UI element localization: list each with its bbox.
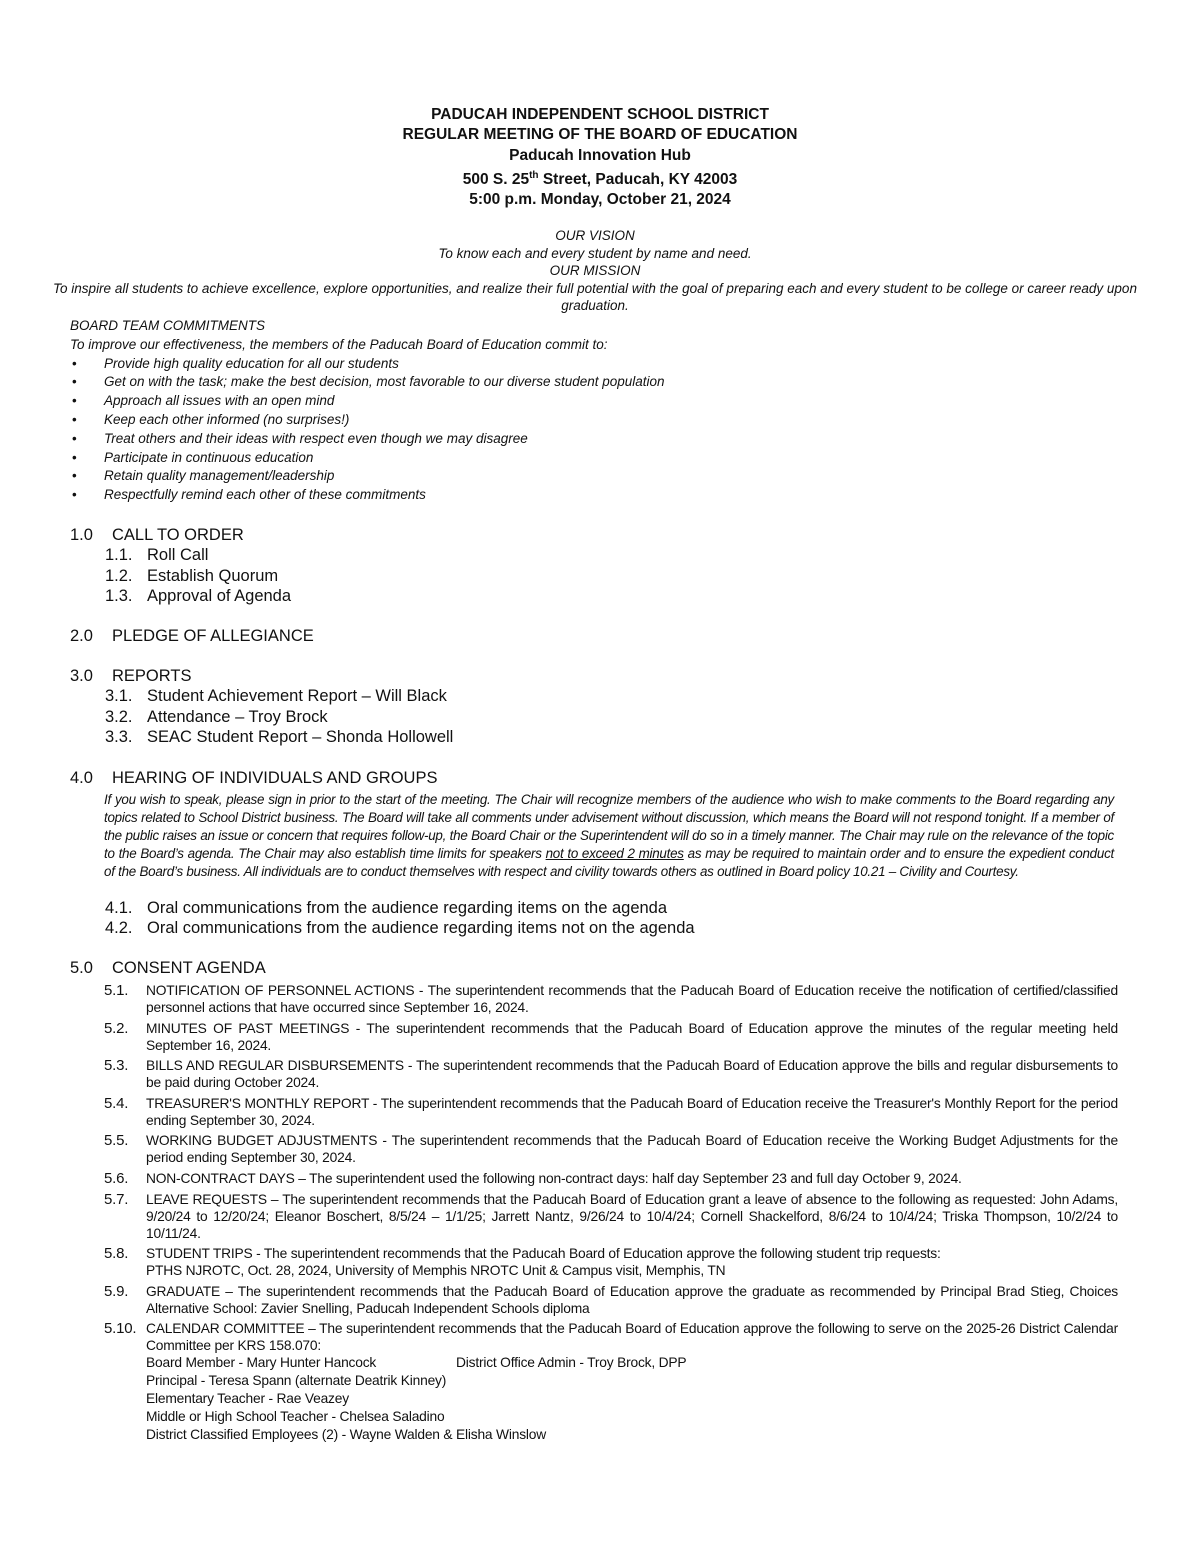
agenda-item: Attendance – Troy Brock bbox=[147, 707, 328, 726]
committee-member: District Office Admin - Troy Brock, DPP bbox=[456, 1355, 687, 1371]
consent-item bbox=[104, 1191, 1118, 1242]
calendar-committee-list bbox=[104, 1354, 1118, 1444]
vision-title: OUR VISION bbox=[555, 228, 635, 243]
consent-item bbox=[104, 1020, 1118, 1054]
item-text: TREASURER'S MONTHLY REPORT - The superintendent recommends that the Paducah Board of Education receive the Treasurer's Monthly Report for the period ending September 30, 2024. bbox=[146, 1095, 1118, 1128]
agenda-item: Establish Quorum bbox=[147, 566, 279, 585]
section-title: CONSENT AGENDA bbox=[112, 959, 266, 977]
section-title: CALL TO ORDER bbox=[112, 526, 244, 544]
item-number: 3.2. bbox=[105, 707, 133, 726]
item-text: NOTIFICATION OF PERSONNEL ACTIONS - The superintendent recommends that the Paducah Board of Education receive the notification of certified/classified personnel actions that have occurred since September 16, 2024. bbox=[146, 983, 1118, 1015]
item-text: CALENDAR COMMITTEE – The superintendent recommends that the Paducah Board of Education approve the following to serve on the 2025-26 District Calendar Committee per KRS 158.070: bbox=[146, 1321, 1118, 1354]
item-number: 5.5. bbox=[104, 1132, 129, 1150]
item-number: 3.3. bbox=[105, 728, 133, 747]
commitment-item: • Approach all issues with an open mind bbox=[70, 392, 1130, 411]
section-hearing-title bbox=[70, 768, 437, 788]
section-number: 2.0 bbox=[70, 627, 93, 645]
item-number: 4.2. bbox=[105, 919, 133, 938]
commitment-item: • Participate in continuous education bbox=[70, 449, 1130, 468]
item-number: 5.8. bbox=[104, 1245, 129, 1263]
item-text: GRADUATE – The superintendent recommends that the Paducah Board of Education approve the graduate as recommended by Principal Brad Stieg, Choices Alternative School: Zavier Snelling, Paducah Independent Schools diploma bbox=[146, 1283, 1118, 1316]
agenda-item: Student Achievement Report – Will Black bbox=[147, 687, 447, 706]
item-number: 5.7. bbox=[104, 1190, 129, 1208]
mission-title: OUR MISSION bbox=[549, 263, 641, 278]
item-number: 5.3. bbox=[104, 1057, 129, 1075]
board-commitments bbox=[70, 317, 1130, 505]
hearing-text-end: as may be required to maintain order and to ensure the expedient conduct of the Board’s business. All individuals are to conduct themselves with respect and civility towards others as outlined in Board policy 10.21 – Civility and Courtesy. bbox=[104, 846, 1114, 880]
section-number: 4.0 bbox=[70, 769, 93, 787]
section-number: 1.0 bbox=[70, 526, 93, 544]
item-text: BILLS AND REGULAR DISBURSEMENTS - The superintendent recommends that the Paducah Board of Education approve the bills and regular disbursements to be paid during October 2024. bbox=[146, 1058, 1118, 1091]
commitment-item: • Retain quality management/leadership bbox=[70, 467, 1130, 486]
commitments-intro: To improve our effectiveness, the members of the Paducah Board of Education commit to: bbox=[70, 336, 608, 352]
section-number: 5.0 bbox=[70, 959, 93, 977]
section-number: 3.0 bbox=[70, 667, 93, 685]
hearing-text: If you wish to speak, please sign in prior to the start of the meeting. The Chair will recognize members of the audience who wish to make comments to the Board regarding any topics related to School District business. The Board will take all comments under advisement without discussion, which means the Board will not respond tonight. If a member of the public raises an issue or concern that requires follow-up, the Board Chair or the Superintendent will do so in a timely manner. The Chair may rule on the relevance of the topic to the Board’s agenda. The Chair may also establish time limits for speakers bbox=[104, 792, 1114, 862]
vision-text: To know each and every student by name and need. bbox=[438, 245, 752, 261]
consent-items bbox=[104, 982, 1118, 1444]
agenda-item: Approval of Agenda bbox=[147, 587, 292, 606]
address-sup: th bbox=[529, 169, 539, 181]
section-title: HEARING OF INDIVIDUALS AND GROUPS bbox=[112, 769, 438, 787]
district-name: PADUCAH INDEPENDENT SCHOOL DISTRICT bbox=[431, 106, 769, 123]
item-number: 4.1. bbox=[105, 899, 133, 917]
item-text: LEAVE REQUESTS – The superintendent recommends that the Paducah Board of Education grant a leave of absence to the following as requested: John Adams, 9/20/24 to 12/20/24; Eleanor Boschert, 8/5/24 – 1/1/25; Jarrett Nantz, 9/26/24 to 10/4/24; Cornell Shackelford, 8/6/24 to 10/4/24; Triska Thompson, 10/2/24 to 10/11/24. bbox=[146, 1191, 1118, 1241]
address-rest: Street, Paducah, KY 42003 bbox=[538, 171, 738, 189]
section-pledge bbox=[70, 626, 314, 646]
section-reports bbox=[70, 666, 453, 748]
mission-text: To inspire all students to achieve excellence, explore opportunities, and realize their full potential with the goal of preparing each and every student to be college or career ready upon graduation. bbox=[53, 280, 1137, 313]
consent-item bbox=[104, 1283, 1118, 1317]
item-number: 5.6. bbox=[104, 1169, 129, 1187]
section-title: REPORTS bbox=[112, 667, 192, 685]
commitment-item: • Treat others and their ideas with respect even though we may disagree bbox=[70, 430, 1130, 449]
commitment-item: • Keep each other informed (no surprises!) bbox=[70, 411, 1130, 430]
committee-member: Principal - Teresa Spann (alternate Deatrik Kinney) bbox=[146, 1373, 447, 1389]
item-number: 5.9. bbox=[104, 1282, 129, 1300]
meeting-datetime: 5:00 p.m. Monday, October 21, 2024 bbox=[469, 191, 731, 209]
item-text: STUDENT TRIPS - The superintendent recommends that the Paducah Board of Education approve the following student trip requests: bbox=[146, 1246, 941, 1262]
section-consent-title bbox=[70, 958, 266, 978]
venue: Paducah Innovation Hub bbox=[509, 146, 691, 164]
section-title: PLEDGE OF ALLEGIANCE bbox=[112, 627, 314, 645]
item-text: NON-CONTRACT DAYS – The superintendent used the following non-contract days: half day September 23 and full day October 9, 2024. bbox=[146, 1170, 962, 1186]
item-number: 1.3. bbox=[105, 587, 133, 606]
agenda-item: SEAC Student Report – Shonda Hollowell bbox=[147, 728, 454, 747]
vision-mission bbox=[40, 227, 1150, 315]
item-number: 5.4. bbox=[104, 1094, 129, 1112]
consent-item bbox=[104, 1095, 1118, 1129]
hearing-items bbox=[70, 898, 695, 939]
item-text: MINUTES OF PAST MEETINGS - The superintendent recommends that the Paducah Board of Education approve the minutes of the regular meeting held September 16, 2024. bbox=[146, 1020, 1118, 1053]
item-text: WORKING BUDGET ADJUSTMENTS - The superintendent recommends that the Paducah Board of Education receive the Working Budget Adjustments for the period ending September 30, 2024. bbox=[146, 1133, 1118, 1166]
section-call-to-order bbox=[70, 525, 291, 607]
address-number: 500 S. 25 bbox=[462, 171, 530, 189]
commitments-title: BOARD TEAM COMMITMENTS bbox=[70, 318, 265, 333]
agenda-item: Oral communications from the audience regarding items not on the agenda bbox=[147, 919, 695, 938]
commitment-item: • Provide high quality education for all our students bbox=[70, 355, 1130, 374]
committee-member: District Classified Employees (2) - Wayne Walden & Elisha Winslow bbox=[146, 1427, 547, 1443]
time-limit: not to exceed 2 minutes bbox=[545, 846, 684, 862]
item-number: 3.1. bbox=[105, 687, 133, 706]
commitment-item: • Respectfully remind each other of these commitments bbox=[70, 486, 1130, 505]
consent-item bbox=[104, 982, 1118, 1016]
meeting-title: REGULAR MEETING OF THE BOARD OF EDUCATION bbox=[402, 126, 798, 144]
commitment-item: • Get on with the task; make the best decision, most favorable to our diverse student population bbox=[70, 373, 1130, 392]
item-number: 5.1. bbox=[104, 982, 129, 999]
document-header bbox=[0, 105, 1200, 211]
item-number: 1.2. bbox=[105, 566, 133, 585]
item-number: 1.1. bbox=[105, 546, 133, 565]
agenda-item: Oral communications from the audience regarding items on the agenda bbox=[147, 899, 668, 917]
consent-item bbox=[104, 1170, 1118, 1187]
agenda-item: Roll Call bbox=[147, 546, 209, 565]
committee-member: Board Member - Mary Hunter Hancock bbox=[146, 1355, 377, 1371]
address bbox=[0, 166, 1200, 190]
consent-item bbox=[104, 1320, 1118, 1354]
committee-member: Elementary Teacher - Rae Veazey bbox=[146, 1391, 349, 1407]
consent-item bbox=[104, 1245, 1118, 1279]
item-number: 5.2. bbox=[104, 1019, 129, 1037]
hearing-instructions bbox=[104, 791, 1114, 881]
item-number: 5.10. bbox=[104, 1320, 137, 1338]
consent-item bbox=[104, 1057, 1118, 1091]
trip-detail: PTHS NJROTC, Oct. 28, 2024, University of Memphis NROTC Unit & Campus visit, Memphis, TN bbox=[146, 1263, 726, 1279]
committee-member: Middle or High School Teacher - Chelsea Saladino bbox=[146, 1409, 445, 1425]
consent-item bbox=[104, 1132, 1118, 1166]
